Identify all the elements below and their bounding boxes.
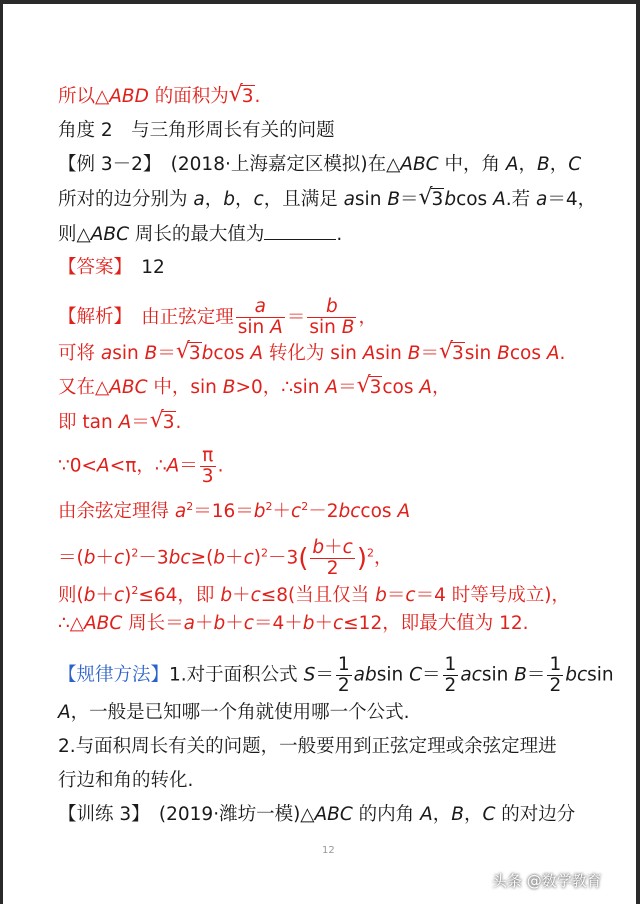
analysis-line-6: 由余弦定理得 $a^2=16=b^2+c^2-2bccos$ A (58, 500, 411, 523)
answer-blank (264, 221, 336, 240)
page-left-edge (0, 0, 3, 904)
method-line-1: 【规律方法】1.对于面积公式 S＝ $\frac{1}{2}$ absin C＝ $\frac{1}{2}$ acsin B＝ $\frac{1}{2}$ bcsin (58, 654, 614, 696)
analysis-line-9: ∴△ABC 周长＝a＋b＋c＝4＋b＋c≤12，即最大值为 12. (58, 613, 529, 634)
example-line-1: 【例 3－2】 (2018·上海嘉定区模拟)在△ABC 中，角 A，B，C (58, 154, 582, 175)
training-label: 【训练 3】 (58, 804, 141, 825)
analysis-line-4: 即 tan A＝ √ 3. (58, 408, 182, 433)
analysis-line-7: $=(b+c)^2-3bc\ge(b+c)^2-3$( $\frac{b+c}{2}$ )$^2$， (58, 537, 393, 579)
analysis-line-2: 可将 asin B＝ √ 3bcos A 转化为 sin Asin B＝ √ 3sin Bcos A. (58, 339, 566, 364)
answer-label: 【答案】 (58, 257, 123, 278)
method-line-3: 2.与面积周长有关的问题，一般要用到正弦定理或余弦定理进 (58, 736, 557, 757)
example-line-2: 所对的边分别为 a，b，c，且满足 asin B＝ √ 3bcos A.若 a＝4， (58, 185, 597, 210)
training-line: 【训练 3】 (2019·潍坊一模)△ABC 的内角 A，B，C 的对边分 (58, 804, 576, 825)
page-number: 12 (322, 845, 335, 856)
page-right-edge (636, 0, 640, 904)
watermark: 头条 @数学教育 (492, 872, 602, 890)
analysis-label: 【解析】 (58, 306, 123, 328)
analysis-line-5: ∵0<A<π，∴A＝ $\frac{\pi}{3}$ . (58, 445, 224, 487)
answer-value: 12 (141, 257, 165, 278)
line-area-abd: 所以△ABD 的面积为 √ 3. (58, 82, 261, 107)
method-line-2: A，一般是已知哪一个角就使用哪一个公式. (58, 702, 410, 723)
method-label: 【规律方法】 (58, 664, 170, 686)
example-label: 【例 3－2】 (58, 154, 153, 175)
answer-line (58, 255, 165, 281)
method-line-4: 行边和角的转化. (58, 770, 194, 791)
page-top-edge (0, 0, 640, 4)
example-line-3: 则△ABC 周长的最大值为 . (58, 221, 342, 248)
analysis-line-8: 则$(b+c)^2\le 64$，即 b＋c≤8(当且仅当 b＝c＝4 时等号成立)， (58, 584, 570, 607)
analysis-line-3: 又在△ABC 中，sin B>0，∴sin A＝ √ 3cos A， (58, 373, 451, 398)
section-heading: 角度 2 与三角形周长有关的问题 (58, 120, 335, 141)
analysis-line-1: 【解析】 由正弦定理 $\frac{a}{\text{sin A}}$ ＝ $\frac{b}{\text{sin B}}$ ， (58, 296, 377, 338)
